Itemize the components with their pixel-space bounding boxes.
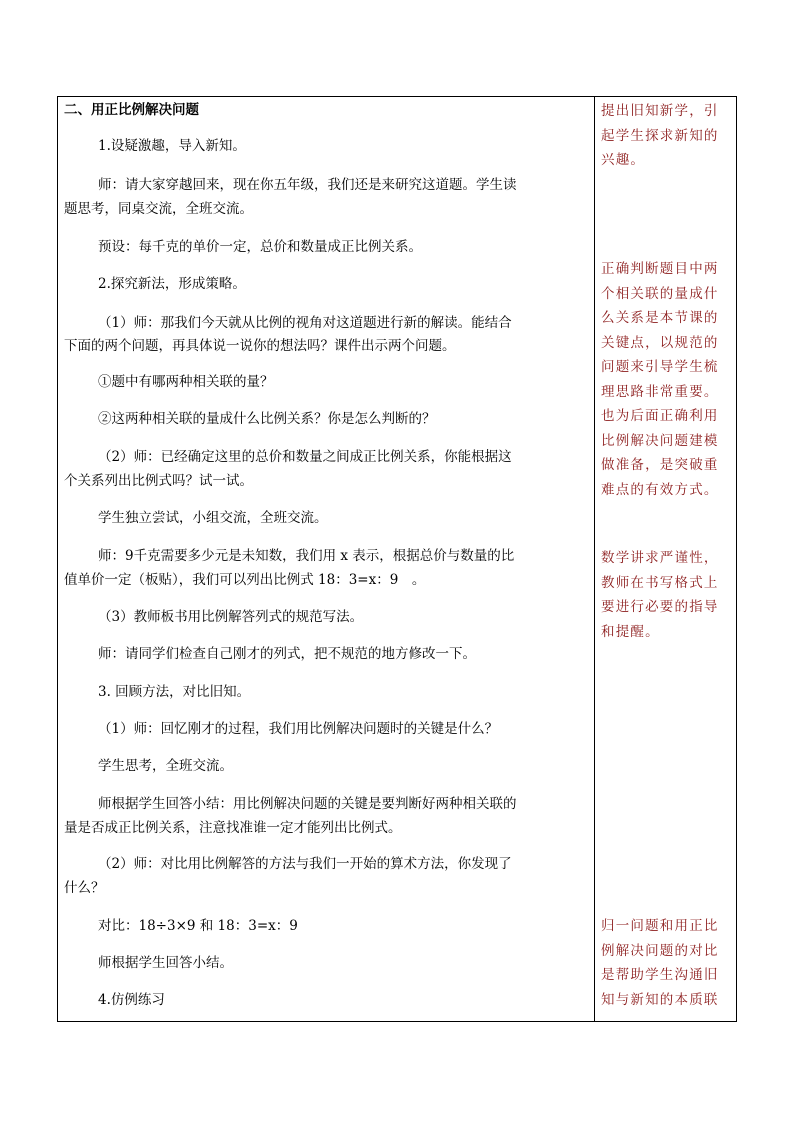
design-intent-column [595,97,737,1021]
paragraph-q2-line1: （2）师：已经确定这里的总价和数量之间成正比例关系，你能根据这 [98,449,512,465]
step-3-title: 3. 回顾方法，对比旧知。 [98,684,251,700]
design-note-3: 数学讲求严谨性，教师在书写格式上要进行必要的指导和提醒。 [601,550,719,640]
paragraph-proportion-line1: 师：9千克需要多少元是未知数，我们用 x 表示，根据总价与数量的比 [98,548,515,564]
question-1: ①题中有哪两种相关联的量？ [98,374,274,390]
paragraph-preset: 预设：每千克的单价一定，总价和数量成正比例关系。 [98,239,422,255]
step-1-title: 1.设疑激趣，导入新知。 [98,138,246,154]
paragraph-q1-line1: （1）师：那我们今天就从比例的视角对这道题进行新的解读。能结合 [98,315,512,331]
step-2-title: 2.探究新法，形成策略。 [98,276,246,292]
paragraph-compare-formula: 对比：18÷3×9 和 18：3=x：9 [98,918,298,934]
teaching-process-column [58,97,594,1021]
question-2: ②这两种相关联的量成什么比例关系？你是怎么判断的？ [98,411,436,427]
design-note-2: 正确判断题目中两个相关联的量成什么关系是本节课的关键点，以规范的问题来引导学生梳理思路非常重要。也为后面正确利用比例解决问题建模做准备，是突破重难点的有效方式。 [601,261,719,498]
paragraph-board-writing: （3）教师板书用比例解答列式的规范写法。 [98,609,364,625]
design-note-1: 提出旧知新学，引起学生探求新知的兴趣。 [601,103,719,168]
paragraph-summary-line1: 师根据学生回答小结：用比例解决问题的关键是要判断好两种相关联的 [98,796,517,812]
paragraph-q1-line2: 下面的两个问题，再具体说一说你的想法吗？课件出示两个问题。 [64,338,456,354]
paragraph-summary-line2: 量是否成正比例关系，注意找准谁一定才能列出比例式。 [64,820,402,836]
paragraph-teacher-intro-line1: 师：请大家穿越回来，现在你五年级，我们还是来研究这道题。学生读 [98,177,517,193]
lesson-plan-table [57,96,737,1022]
paragraph-teacher-intro-line2: 题思考，同桌交流，全班交流。 [64,201,253,217]
design-note-4: 归一问题和用正比例解决问题的对比是帮助学生沟通旧知与新知的本质联 [601,918,719,1008]
paragraph-proportion-line2: 值单价一定（板贴），我们可以列出比例式 18：3=x：9 。 [64,572,426,588]
paragraph-review-q1: （1）师：回忆刚才的过程，我们用比例解决问题时的关键是什么？ [98,721,499,737]
paragraph-student-think: 学生思考，全班交流。 [98,758,233,774]
paragraph-compare-line1: （2）师：对比用比例解答的方法与我们一开始的算术方法，你发现了 [98,856,512,872]
paragraph-student-try: 学生独立尝试，小组交流，全班交流。 [98,510,328,526]
paragraph-q2-line2: 个关系列出比例式吗？试一试。 [64,473,253,489]
section-heading: 二、用正比例解决问题 [64,102,199,118]
paragraph-final-summary: 师根据学生回答小结。 [98,955,233,971]
paragraph-check: 师：请同学们检查自己刚才的列式，把不规范的地方修改一下。 [98,646,476,662]
step-4-title: 4.仿例练习 [98,992,165,1008]
paragraph-compare-line2: 什么？ [64,880,105,896]
